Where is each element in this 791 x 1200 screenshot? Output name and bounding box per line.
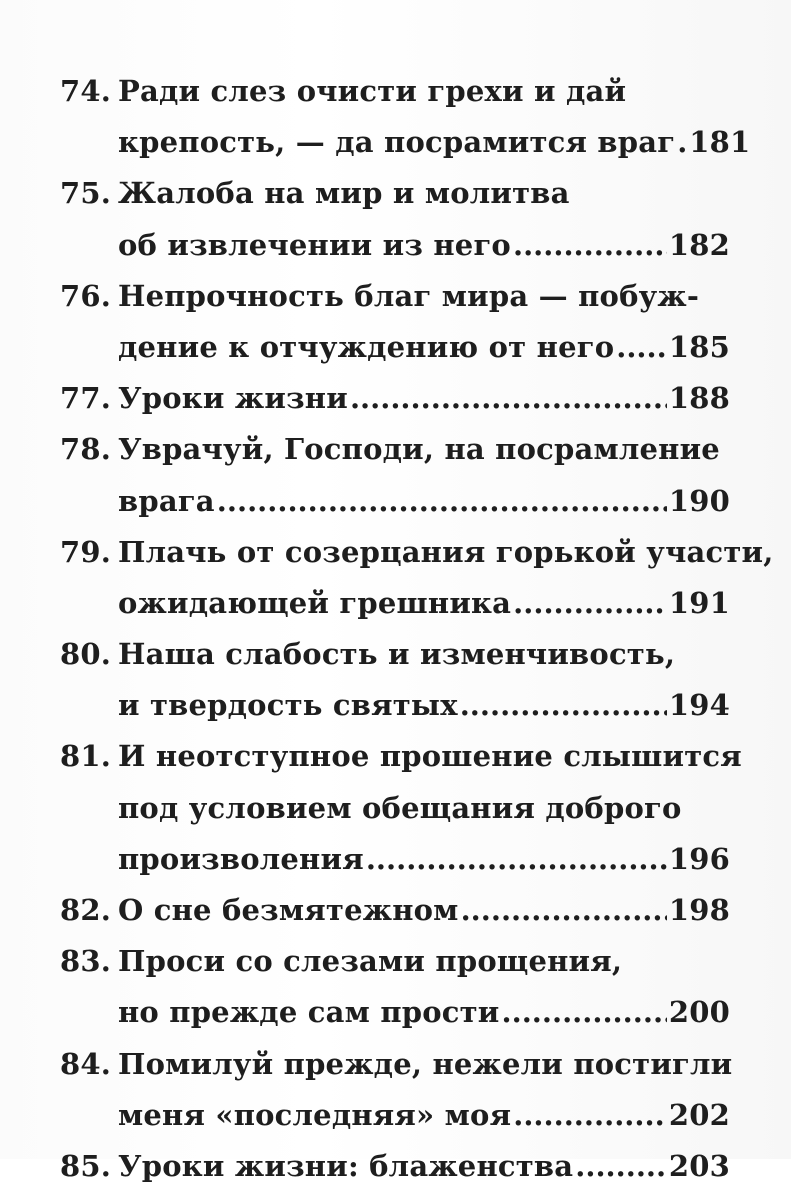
entry-page-number: 191 [668,585,730,620]
entry-number: 84. [60,1046,112,1081]
toc-entry-81 [60,739,742,893]
toc-line [60,1149,730,1200]
entry-title-line: Непрочность благ мира — побуж- [118,278,700,313]
entry-number: 78. [60,432,112,467]
entry-title-line: Уроки жизни: блаженства [118,1148,574,1183]
toc-entry-74 [60,74,751,176]
entry-title-line: Помилуй прежде, нежели постигли [118,1046,733,1081]
entry-title-line: Плачь от созерцания горькой участи, [118,534,774,569]
toc-line [60,842,730,893]
entry-title-line: но прежде сам прости [118,995,500,1030]
entry-title-line: об извлечении из него [118,227,511,262]
entry-title-line: О сне безмятежном [118,893,459,927]
toc-line [60,432,730,483]
entry-title-line: и твердость святых [118,688,458,723]
toc-line [60,995,730,1046]
toc-line [60,791,730,842]
entry-page-number: 202 [668,1097,730,1132]
toc-entry-85 [60,1149,730,1200]
entry-title-line: врага [118,483,215,518]
dot-leader [616,330,667,364]
toc-entry-79 [60,534,774,637]
entry-number: 75. [60,176,112,211]
toc-line [60,1046,733,1098]
dot-leader [677,125,687,159]
table-of-contents [60,74,774,1200]
toc-entry-77 [60,381,730,432]
entry-title-line: крепость, — да посрамится враг [118,125,676,160]
toc-entry-78 [60,432,730,534]
toc-line [60,893,730,944]
toc-line [60,381,730,432]
entry-title-line: ожидающей грешника [118,585,512,620]
entry-number: 76. [60,278,112,313]
entry-page-number: 203 [668,1148,730,1183]
dot-leader [575,1149,667,1183]
toc-line [60,279,730,330]
entry-title-line: Проси со слезами прощения, [118,944,623,979]
entry-page-number: 196 [668,841,730,876]
toc-entry-82 [60,893,730,944]
toc-entry-83 [60,944,730,1046]
entry-page-number: 182 [668,227,730,262]
entry-title-line: Ради слез очисти грехи и дай [118,74,627,108]
toc-line [60,1098,730,1149]
entry-number: 82. [60,893,112,927]
toc-entry-84 [60,1046,733,1149]
toc-line [60,944,730,995]
entry-page-number: 198 [668,893,730,927]
toc-entry-75 [60,176,730,278]
entry-number: 85. [60,1148,112,1183]
entry-title-line: дение к отчуждению от него [118,329,615,364]
entry-number: 79. [60,534,112,569]
entry-title-line: меня «последняя» моя [118,1097,512,1132]
toc-line [60,330,730,381]
entry-number: 83. [60,944,112,979]
toc-line [60,586,730,637]
entry-page-number: 185 [668,329,730,364]
toc-line [60,228,730,279]
toc-line [60,484,730,535]
entry-page-number: 200 [668,995,730,1030]
toc-line [60,637,730,688]
entry-title-line: произволения [118,841,364,876]
dot-leader [366,842,667,876]
dot-leader [513,586,667,620]
entry-title-line: под условием обещания доброго [118,790,682,825]
toc-line [60,534,774,586]
entry-number: 77. [60,381,112,416]
dot-leader [460,688,667,722]
toc-line [60,125,751,176]
dot-leader [513,1098,667,1132]
toc-entry-80 [60,637,730,739]
dot-leader [217,484,667,518]
dot-leader [502,995,667,1029]
entry-page-number: 190 [668,483,730,518]
entry-page-number: 181 [689,125,751,160]
entry-number: 80. [60,637,112,672]
entry-title-line: Наша слабость и изменчивость, [118,637,676,672]
toc-line [60,739,742,790]
dot-leader [350,381,667,415]
entry-title-line: Уврачуй, Господи, на посрамление [118,432,720,467]
entry-page-number: 194 [668,688,730,723]
entry-title-line: Уроки жизни [118,381,348,416]
entry-number: 81. [60,739,112,774]
toc-line [60,688,730,739]
dot-leader [461,893,667,927]
entry-title-line: И неотступное прошение слышится [118,739,742,774]
toc-line [60,74,730,125]
toc-line [60,176,730,227]
entry-title-line: Жалоба на мир и молитва [118,176,570,211]
entry-page-number: 188 [668,381,730,416]
toc-entry-76 [60,279,730,381]
entry-number: 74. [60,74,112,108]
dot-leader [513,228,667,262]
